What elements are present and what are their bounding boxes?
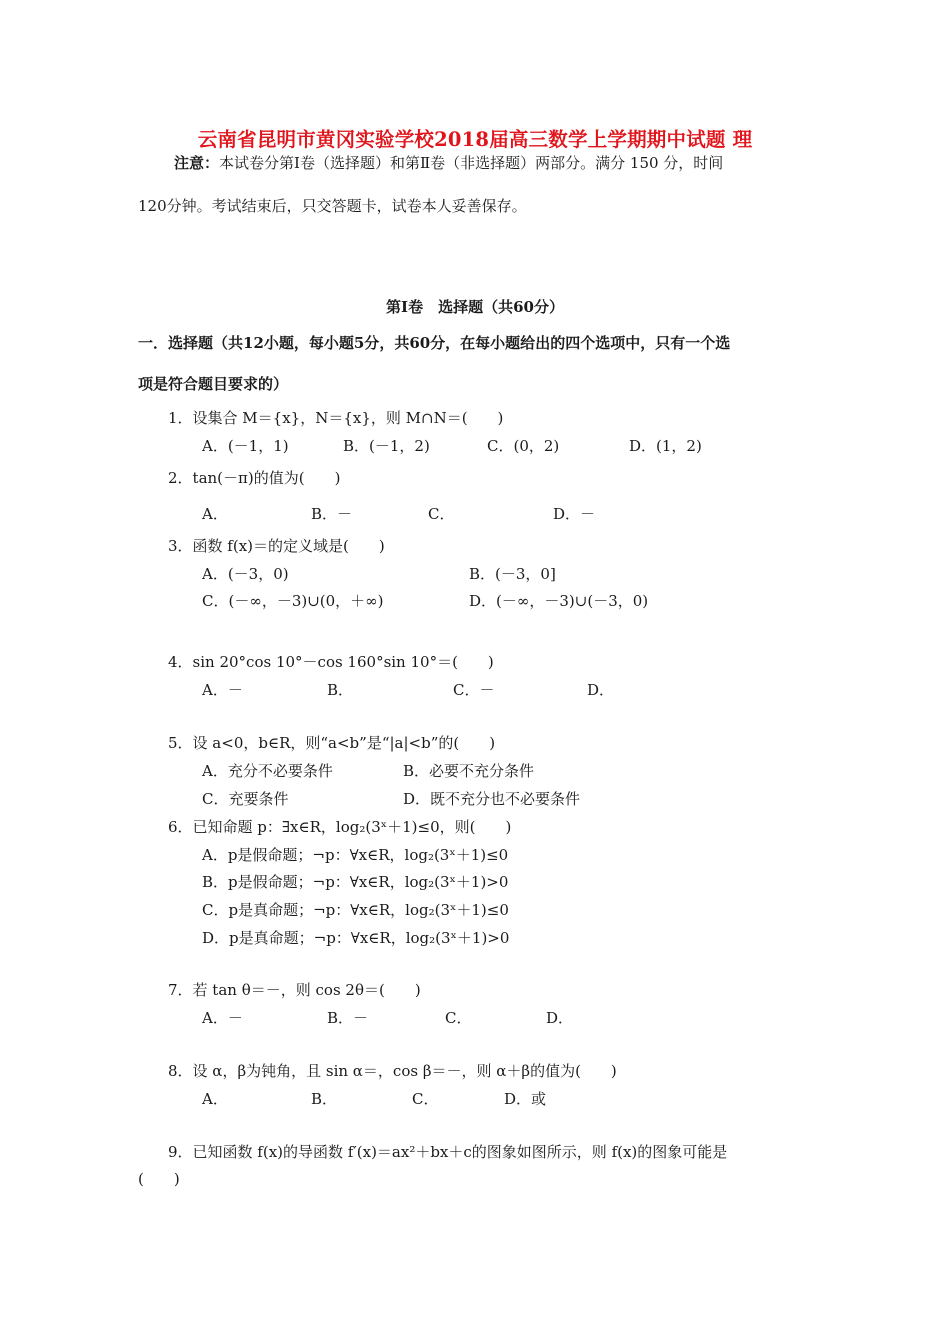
question-8-option-b: B． [311, 1090, 338, 1108]
question-6-option-a: A．p是假命题；¬p：∀x∈R，log₂(3ˣ＋1)≤0 [202, 846, 509, 864]
question-9-stem: 9．已知函数 f(x)的导函数 f′(x)＝ax²＋bx＋c的图象如图所示，则 f(x)的图象可能是 [168, 1143, 728, 1161]
question-4-option-c: C．－ [453, 681, 495, 699]
question-6-option-c: C．p是真命题；¬p：∀x∈R，log₂(3ˣ＋1)≤0 [202, 901, 509, 919]
question-8-option-a: A． [202, 1090, 228, 1108]
question-2-option-c: C． [428, 505, 455, 523]
question-7-stem: 7．若 tan θ＝－，则 cos 2θ＝( ) [168, 981, 421, 999]
question-6-stem: 6．已知命题 p：∃x∈R，log₂(3ˣ＋1)≤0，则( ) [168, 818, 512, 836]
question-2-option-d: D．－ [553, 505, 596, 523]
section-title: 第Ⅰ卷 选择题（共60分） [386, 298, 564, 316]
question-1-option-b: B．(－1，2) [343, 437, 430, 455]
question-7-option-d: D． [546, 1009, 574, 1027]
notice-line-1 [174, 152, 723, 173]
question-7-option-a: A．－ [202, 1009, 243, 1027]
notice-label: 注意： [174, 154, 220, 172]
question-3-stem: 3．函数 f(x)＝的定义域是( ) [168, 537, 385, 555]
question-3-option-c: C．(－∞，－3)∪(0，＋∞) [202, 592, 384, 610]
question-5-option-b: B．必要不充分条件 [403, 762, 535, 780]
notice-text-1: 本试卷分第Ⅰ卷（选择题）和第Ⅱ卷（非选择题）两部分。满分 150 分，时间 [219, 154, 724, 172]
question-3-option-b: B．(－3，0] [469, 565, 556, 583]
question-2-option-b: B．－ [311, 505, 353, 523]
question-5-stem: 5．设 a<0，b∈R，则“a<b”是“|a|<b”的( ) [168, 734, 496, 752]
notice-line-2: 120分钟。考试结束后，只交答题卡，试卷本人妥善保存。 [138, 197, 527, 215]
question-8-option-d: D．或 [504, 1090, 547, 1108]
question-5-option-c: C．充要条件 [202, 790, 289, 808]
question-4-option-a: A．－ [202, 681, 243, 699]
question-6-option-b: B．p是假命题；¬p：∀x∈R，log₂(3ˣ＋1)>0 [202, 873, 509, 891]
question-9-stem-continuation: ( ) [138, 1170, 180, 1188]
question-2-option-a: A． [202, 505, 228, 523]
question-1-option-d: D．(1，2) [629, 437, 702, 455]
question-4-option-b: B． [327, 681, 354, 699]
question-1-option-a: A．(－1，1) [202, 437, 289, 455]
part-heading-line-1: 一．选择题（共12小题，每小题5分，共60分，在每小题给出的四个选项中，只有一个选 [138, 334, 731, 352]
question-7-option-b: B．－ [327, 1009, 369, 1027]
question-5-option-a: A．充分不必要条件 [202, 762, 333, 780]
question-2-stem: 2．tan(－π)的值为( ) [168, 469, 341, 487]
question-6-option-d: D．p是真命题；¬p：∀x∈R，log₂(3ˣ＋1)>0 [202, 929, 510, 947]
part-heading-line-2: 项是符合题目要求的） [138, 375, 289, 393]
question-8-option-c: C． [412, 1090, 439, 1108]
question-5-option-d: D．既不充分也不必要条件 [403, 790, 581, 808]
document-title: 云南省昆明市黄冈实验学校2018届高三数学上学期期中试题 理 [197, 128, 753, 151]
question-3-option-a: A．(－3，0) [202, 565, 289, 583]
question-3-option-d: D．(－∞，－3)∪(－3，0) [469, 592, 649, 610]
question-8-stem: 8．设 α，β为钝角，且 sin α＝，cos β＝－，则 α＋β的值为( ) [168, 1062, 617, 1080]
question-1-option-c: C．(0，2) [487, 437, 560, 455]
question-4-option-d: D． [587, 681, 615, 699]
question-1-stem: 1．设集合 M＝{x}，N＝{x}，则 M∩N＝( ) [168, 409, 504, 427]
question-4-stem: 4．sin 20°cos 10°－cos 160°sin 10°＝( ) [168, 653, 494, 671]
question-7-option-c: C． [445, 1009, 472, 1027]
